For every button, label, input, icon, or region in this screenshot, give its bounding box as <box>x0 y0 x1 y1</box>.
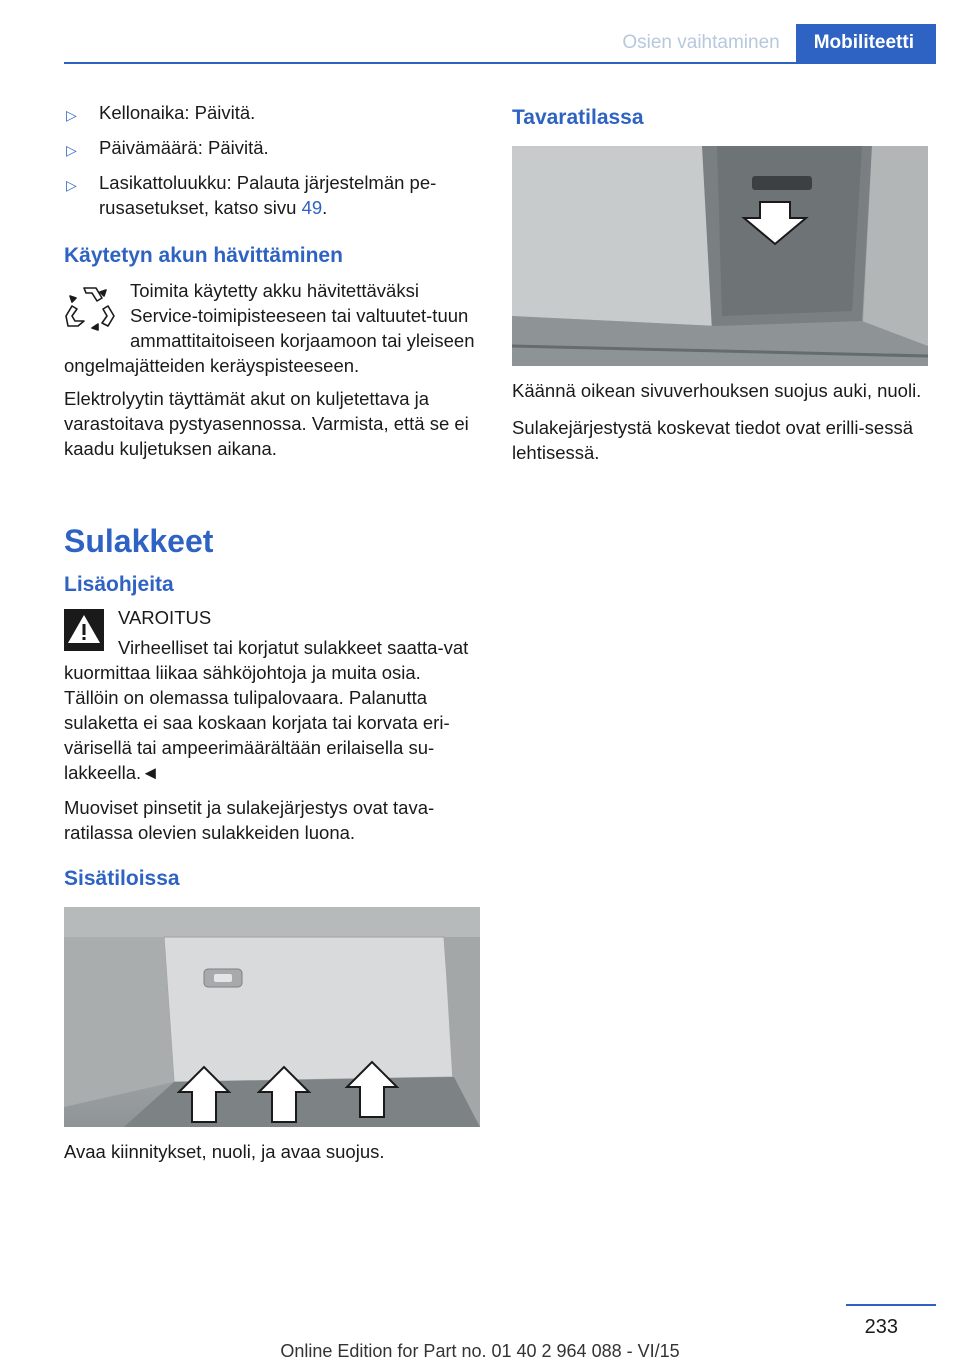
trunk-fuse-photo <box>512 146 928 366</box>
list-item: ▷ Päivämäärä: Päivitä. <box>64 135 480 160</box>
interior-heading: Sisätiloissa <box>64 867 180 890</box>
battery-storage-text: Elektrolyytin täyttämät akut on kuljetettava ja varastoitava pystyasennossa. Varmista, että se ei kaadu kuljetuksen aikana. <box>64 388 469 459</box>
section-tab[interactable]: Osien vaihtaminen <box>622 32 780 53</box>
list-item: ▷ Lasikattoluukku: Palauta järjestelmän pe‐rusasetukset, katso sivu 49. <box>66 172 437 218</box>
triangle-bullet-icon: ▷ <box>66 177 77 193</box>
header-tabs <box>608 24 936 62</box>
trunk-caption: Käännä oikean sivuverhouksen suojus auki, nuoli. <box>512 380 922 401</box>
list-item: ▷ Kellonaika: Päivitä. <box>64 100 480 125</box>
battery-heading: Käytetyn akun hävittäminen <box>64 244 343 267</box>
recycle-icon <box>64 282 116 332</box>
edition-footer: Online Edition for Part no. 01 40 2 964 088 - VI/15 <box>280 1341 680 1361</box>
warning-label: VAROITUS <box>118 607 212 628</box>
triangle-bullet-icon: ▷ <box>66 107 77 123</box>
header-divider <box>64 62 936 64</box>
interior-caption: Avaa kiinnitykset, nuoli, ja avaa suojus. <box>64 1141 385 1162</box>
left-column <box>64 100 480 1164</box>
warning-icon <box>64 609 104 651</box>
battery-disposal-note <box>64 278 480 378</box>
footer-divider <box>846 1304 936 1306</box>
page-link[interactable]: 49 <box>301 197 323 218</box>
fuse-leaflet-text: Sulakejärjestystä koskevat tiedot ovat erilli‐sessä lehtisessä. <box>512 417 914 463</box>
fuses-subheading: Lisäohjeita <box>64 573 174 596</box>
triangle-bullet-icon: ▷ <box>66 142 77 158</box>
interior-fuse-photo <box>64 907 480 1127</box>
battery-text: Toimita käytetty akku hävitettäväksi Service-toimipisteeseen tai valtuutet‐tuun ammattitaitoiseen korjaamoon tai yleiseen ongelmajätteiden keräyspisteeseen. <box>64 280 475 376</box>
warning-note <box>64 605 480 785</box>
warning-text: Virheelliset tai korjatut sulakkeet saatta‐vat kuormittaa liikaa sähköjohtoja ja muita osia. Tällöin on olemassa tulipalovaara. Palanutta sulaketta ei saa koskaan korjata tai korvata eri‐värisellä tai ampeerimäärältään erilaisella su‐lakkeella.◄ <box>64 637 469 783</box>
section-title: Sulakkeet <box>64 523 214 559</box>
bullet-list <box>64 100 480 220</box>
trunk-heading: Tavaratilassa <box>512 106 644 129</box>
chapter-tab[interactable]: Mobiliteetti <box>796 24 936 62</box>
page-number: 233 <box>864 1316 898 1338</box>
right-column <box>512 100 928 465</box>
tweezers-text: Muoviset pinsetit ja sulakejärjestys ovat tava‐ratilassa olevien sulakkeiden luona. <box>64 797 435 843</box>
